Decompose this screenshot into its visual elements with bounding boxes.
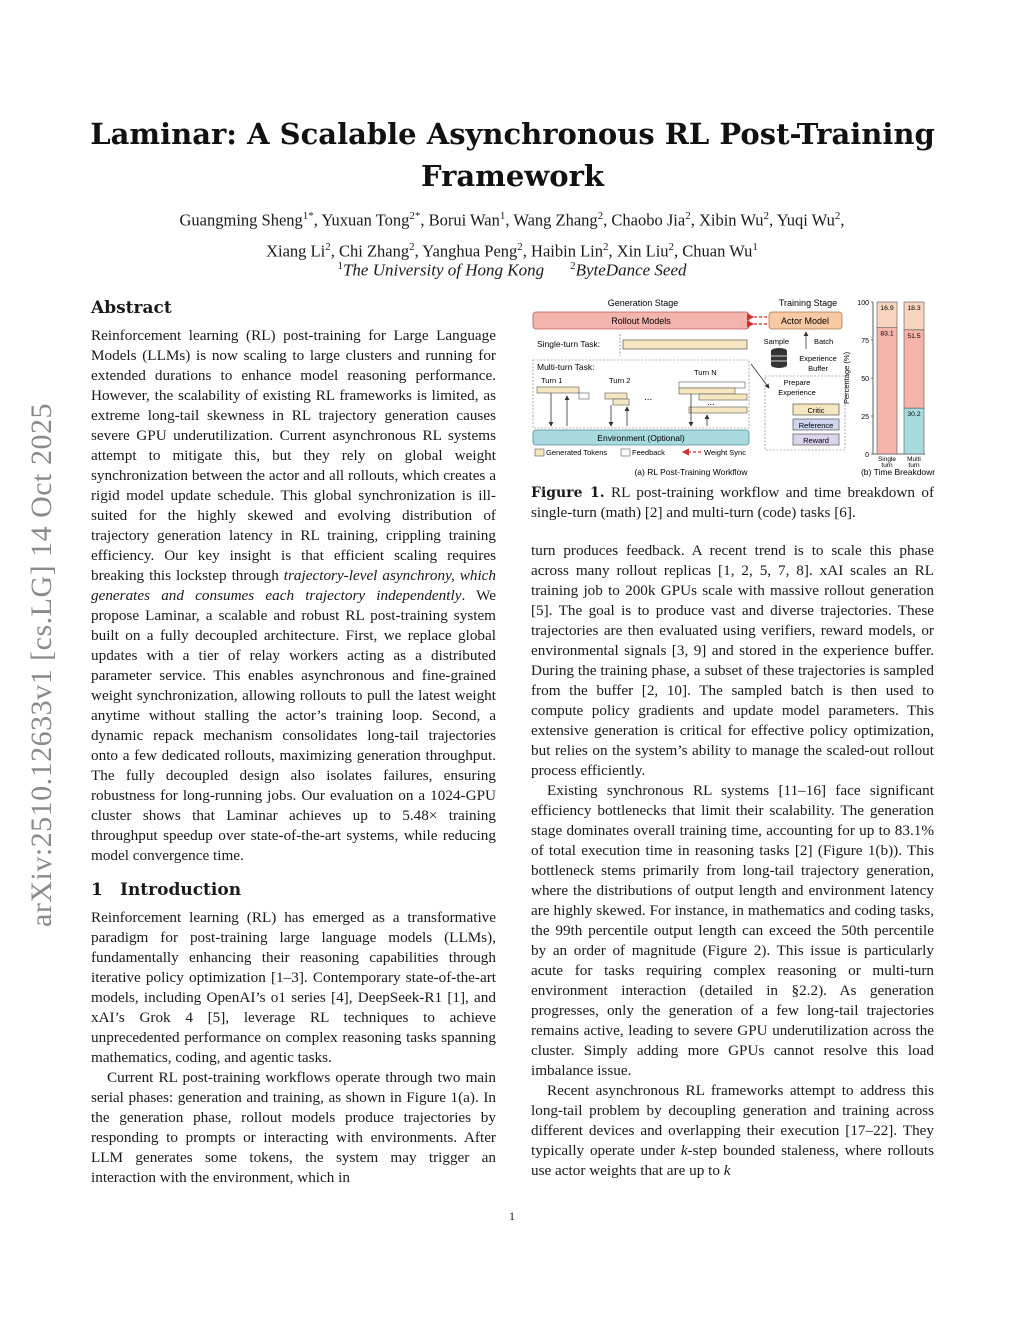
right-column xyxy=(531,541,934,1181)
author-name: Chaobo Jia xyxy=(611,210,686,230)
author-name: Guangming Sheng xyxy=(179,210,303,230)
single-turn-tokens xyxy=(623,340,747,349)
intro-paragraph-3: Existing synchronous RL systems [11–16] face significant efficiency bottlenecks that limit their scalability. The generation stage dominates overall training time, accounting for up to 83.1% of total execution time in reasoning tasks [2] (Figure 1(b)). This bottleneck stems primarily from long-tail trajectory generation, where the distributions of output length and environment latency are highly skewed. For instance, in mathematics and coding tasks, the 99th percentile output length can exceed the 50th percentile by an order of magnitude (Figure 2). This issue is particularly acute for tasks requiring complex reasoning or multi-turn environment interaction (detailed in §2.2). As generation progresses, only the generation of a few long-tail trajectories remains active, leading to severe GPU underutilization across the cluster. Simply adding more GPUs cannot resolve this load imbalance issue. xyxy=(531,782,934,1079)
intro-number: 1 xyxy=(91,880,103,900)
affiliation-2: ByteDance Seed xyxy=(575,260,687,280)
author-affiliation-sup: 2 xyxy=(603,240,609,253)
chart-data-label: 51.5 xyxy=(907,332,921,340)
author-affiliation-sup: 1 xyxy=(752,240,758,253)
chart-data-label: 30.2 xyxy=(907,411,921,419)
author-name: Yuxuan Tong xyxy=(321,210,410,230)
chart-bar-segment xyxy=(904,330,924,408)
author-affiliation-sup: 2 xyxy=(834,210,841,222)
critic-label: Critic xyxy=(807,406,825,415)
intro-paragraph-2-continued: turn produces feedback. A recent trend is to scale this phase across many rollout replicas [1, 2, 5, 7, 8]. xAI scales an RL training job to 200k GPUs scale with massive rollout generation [5]. The goal is to produce vast and diverse trajectories. These trajectories are then evaluated using verifiers, reward models, or environmental signals [3, 9] and stored in the experience buffer. During the training phase, a subset of these trajectories is sampled from the buffer [2, 10]. The sampled batch is then used to compute policy gradients and update model parameters. This extensive generation is critical for effective policy optimization, but relies on the system’s ability to manage the scaled-out rollout process efficiently. xyxy=(531,542,934,779)
chart-y-tick-label: 50 xyxy=(861,376,869,383)
intro-heading xyxy=(91,878,496,902)
chart-x-tick-label: Single xyxy=(877,456,897,463)
chart-y-tick-label: 0 xyxy=(865,452,869,459)
abstract-heading: Abstract xyxy=(91,298,172,318)
caption-label: Figure 1. xyxy=(531,485,605,501)
legend-feedback-swatch xyxy=(621,449,630,456)
turn-1-label: Turn 1 xyxy=(541,376,563,385)
intro-paragraph-1: Reinforcement learning (RL) has emerged as a transformative paradigm for post-training large language models (LLMs), fundamentally enhancing their reasoning capabilities through iterative policy optimization [1–3]. Contemporary state-of-the-art models, including OpenAI’s o1 series [4], DeepSeek-R1 [1], and xAI’s Grok 4 [5], leverage RL techniques to achieve unprecedented performance on complex reasoning tasks spanning mathematics, coding, and agentic tasks. xyxy=(91,909,496,1066)
arxiv-id: arXiv:2510.12633v1 [cs.LG] 14 Oct 2025 xyxy=(25,403,59,927)
author-name: Haibin Lin xyxy=(531,241,603,260)
turn-n-label: Turn N xyxy=(694,368,717,377)
subcaption-a: (a) RL Post-Training Workflow xyxy=(634,467,748,477)
author-name: Xiang Li xyxy=(266,241,326,260)
author-name: Yanghua Peng xyxy=(422,241,518,260)
affiliation-1: The University of Hong Kong xyxy=(342,260,545,280)
prepare-experience-label-2: Experience xyxy=(778,388,816,397)
intro-paragraph-4: Recent asynchronous RL frameworks attempt to address this long-tail problem by decoupling generation and training across different devices and overlapping their execution [17–22]. They typically operate under k-step bounded staleness, where rollouts use actor weights that are up to k xyxy=(531,1082,934,1179)
chart-y-tick-label: 100 xyxy=(857,300,869,307)
chart-x-tick-label: turn xyxy=(881,462,893,469)
affiliation-2-sup: 2 xyxy=(570,260,576,272)
figure-1-caption xyxy=(531,483,934,523)
legend-tokens: Generated Tokens xyxy=(546,448,608,457)
reward-label: Reward xyxy=(803,436,829,445)
rollout-models-label: Rollout Models xyxy=(611,316,671,326)
author-name: Chi Zhang xyxy=(338,241,410,260)
page-number: 1 xyxy=(509,1209,515,1223)
chart-y-axis-label: Percentage (%) xyxy=(842,351,851,405)
reference-label: Reference xyxy=(798,421,834,430)
author-name: Xibin Wu xyxy=(698,210,764,230)
actor-model-label: Actor Model xyxy=(780,316,830,326)
chart-data-label: 18.3 xyxy=(907,305,921,312)
chart-y-tick-label: 25 xyxy=(861,414,869,421)
author-name: Yuqi Wu xyxy=(776,210,835,230)
sample-label: Sample xyxy=(763,337,789,346)
author-name: Chuan Wu xyxy=(682,241,753,260)
affiliation-1-sup: 1 xyxy=(337,260,343,272)
environment-label: Environment (Optional) xyxy=(597,433,685,443)
author-affiliation-sup: 2 xyxy=(325,240,331,253)
turn-2-label: Turn 2 xyxy=(609,376,631,385)
legend-sync: Weight Sync xyxy=(704,448,746,457)
intro-title: Introduction xyxy=(120,880,242,900)
author-affiliation-sup: 2 xyxy=(668,240,675,253)
abstract-emphasis: trajectory-level asynchrony, which generates and consumes each trajectory independently xyxy=(91,567,497,604)
chart-x-tick-label: turn xyxy=(908,462,920,469)
batch-label: Batch xyxy=(814,337,834,346)
training-stage-label: Training Stage xyxy=(778,298,838,308)
author-affiliation-sup: 2 xyxy=(409,240,415,253)
author-affiliation-sup: 2 xyxy=(597,210,604,222)
author-affiliation-sup: 1* xyxy=(302,210,314,222)
chart-title: (b) Time Breakdown xyxy=(860,467,935,477)
chart-x-tick-label: Multi xyxy=(907,456,921,463)
chart-data-label: 83.1 xyxy=(880,330,894,338)
figure-1 xyxy=(531,294,935,484)
author-affiliation-sup: 1 xyxy=(499,210,506,222)
intro-paragraph-2: Current RL post-training workflows operate through two main serial phases: generation and training, as shown in Figure 1(a). In the generation phase, rollout models produce trajectories by responding to prompts or interacting with environments. After LLM generates some tokens, the system may trigger an interaction with the environment, which in xyxy=(91,1069,496,1186)
arxiv-stamp xyxy=(22,370,62,960)
single-turn-label: Single-turn Task: xyxy=(537,339,601,349)
chart-data-label: 16.9 xyxy=(880,305,894,312)
author-list: Guangming Sheng$^{1*}$, Yuxuan Tong$^{2*}$, Borui Wan$^1$, Wang Zhang$^2$, Chaobo Jia$^2$, Xibin Wu$^2$, Yuqi Wu$^2$, Xiang Li$^2$, Chi Zhang$^2$, Yanghua Peng$^2$, Haibin Lin$^2$, Xin Liu$^2$, Chuan Wu$^1$ xyxy=(179,210,845,260)
figure-1-graphic xyxy=(531,294,935,484)
chart-y-tick-label: 75 xyxy=(861,338,869,345)
author-name: Borui Wan xyxy=(428,210,500,230)
legend-tokens-swatch xyxy=(535,449,544,456)
chart-bar-segment xyxy=(877,328,897,454)
author-name: Xin Liu xyxy=(616,241,669,260)
author-affiliation-sup: 2 xyxy=(763,210,770,222)
author-affiliation-sup: 2 xyxy=(517,240,523,253)
author-name: Wang Zhang xyxy=(513,210,598,230)
experience-buffer-label-1: Experience xyxy=(799,354,837,363)
author-affiliation-sup: 2* xyxy=(409,210,421,222)
affiliations xyxy=(100,260,924,281)
generation-stage-label: Generation Stage xyxy=(607,298,679,308)
paper-title: Laminar: A Scalable Asynchronous RL Post-Training Framework xyxy=(90,117,935,193)
prepare-experience-label-1: Prepare xyxy=(783,378,811,387)
database-icon xyxy=(771,348,787,368)
multi-turn-label: Multi-turn Task: xyxy=(537,362,595,372)
legend-feedback: Feedback xyxy=(632,448,665,457)
turn-n-ellipsis: ... xyxy=(707,397,715,407)
time-breakdown-chart xyxy=(842,300,935,477)
turn-ellipsis: ... xyxy=(644,392,653,403)
abstract-text: Reinforcement learning (RL) post-training for Large Language Models (LLMs) is now scaling to large clusters and running for extended durations to enhance model reasoning performance. However, the scalability of existing RL frameworks is limited, as extreme long-tail skewness in RL trajectory generation causes severe GPU underutilization. Current asynchronous RL systems attempt to mitigate this, but they rely on global weight synchronization between the actor and all rollouts, which creates a rigid model update schedule. This global synchronization is ill-suited for the highly skewed and evolving distribution of trajectory generation latency in RL training, crippling training efficiency. Our key insight is that efficient scaling requires breaking this lockstep through trajectory-level asynchrony, which generates and consumes each trajectory independently. We propose Laminar, a scalable and robust RL post-training system built on a fully decoupled architecture. First, we replace global updates with a tier of relay workers acting as a distributed parameter service. This enables asynchronous and fine-grained weight synchronization, allowing rollouts to pull the latest weight anytime without stalling the actor’s training loop. Second, a dynamic repack mechanism consolidates long-tail trajectories onto a few dedicated rollouts, maximizing generation throughput. The fully decoupled design also isolates failures, ensuring robustness for long-running jobs. Our evaluation on a 1024-GPU cluster shows that Laminar achieves up to 5.48× training throughput speedup over state-of-the-art systems, while reducing model convergence time. xyxy=(91,327,497,864)
experience-buffer-label-2: Buffer xyxy=(808,364,828,373)
caption-text: RL post-training workflow and time breakdown of single-turn (math) [2] and multi-turn (code) tasks [6]. xyxy=(531,484,934,521)
author-affiliation-sup: 2 xyxy=(685,210,691,222)
left-column xyxy=(91,296,496,1188)
